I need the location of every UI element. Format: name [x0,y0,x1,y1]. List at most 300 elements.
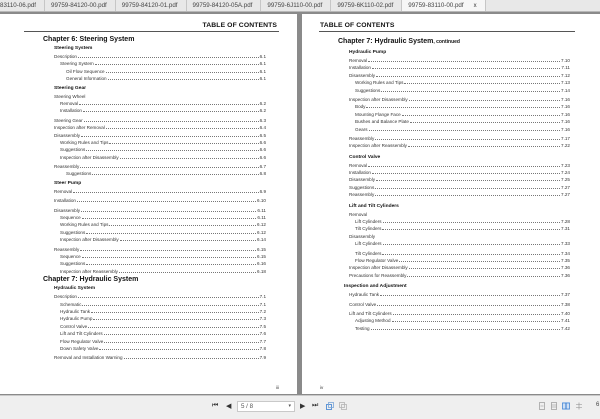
left-page [0,14,297,394]
toc-entry-label: Flow Regulator Valve [60,338,104,344]
toc-entry-label: Bushes and Balance Plate [355,119,409,125]
toc-entry-page: 6.6 [259,147,266,153]
toc-entry-label: Reassembly [54,164,80,170]
toc-entry[interactable] [54,354,266,361]
toc-entry-page: 7.16 [561,126,570,132]
toc-entry-label: Disassembly [349,72,376,78]
toc-entry[interactable] [54,117,266,124]
toc-entry-page: 7.2 [259,308,266,314]
dot-leader [393,310,560,315]
toc-entry-label: Removal [349,58,368,63]
toc-entry[interactable] [349,111,570,118]
toc-entry-page: 7.31 [561,226,570,232]
dot-leader [376,176,560,181]
dot-leader [375,184,560,189]
toc-entry[interactable] [54,154,266,161]
toc-entry[interactable] [54,260,266,267]
toc-entry-page: 7.36 [561,265,570,271]
toc-entry-label: Sequence [60,215,81,221]
toc-entry-page: 6.1 [259,76,266,82]
toc-entry[interactable] [349,126,570,133]
tab-document[interactable] [331,0,402,12]
dot-leader [86,260,256,265]
toc-entry-label: Suggestions [355,87,381,93]
dot-leader [92,170,258,175]
dot-leader [383,240,560,245]
dot-leader [88,323,258,328]
dot-leader [86,229,256,234]
tab-document[interactable] [0,0,45,12]
toc-entry-label: Description [54,54,77,59]
dot-leader [369,126,561,131]
first-page-button[interactable]: ⏮ [212,402,219,409]
toc-entry-label: Control Valve [349,301,377,307]
toc-entry-page: 6.15 [257,253,266,259]
toc-entry-label: Suggestions [60,229,86,235]
toc-entry[interactable] [349,64,570,71]
toc-entry-label: Disassembly [349,177,376,183]
dot-leader [120,236,256,241]
toc-entry-label: Adjusting Method [355,318,391,324]
toc-section-heading: Steer Pump [54,180,82,186]
toc-entry[interactable] [349,264,570,271]
toc-entry-label: Tilt Cylinders [355,250,382,256]
toc-entry-label: Disassembly [349,233,376,239]
toc-entry-page: 7.38 [561,301,570,307]
dot-leader [106,68,259,73]
dot-leader [108,75,259,80]
dot-leader [104,330,259,335]
dot-leader [409,264,560,269]
toc-entry-label: Inspection after Disassembly [60,237,119,243]
toc-entry-label: Steering Wheel [54,93,86,99]
dot-leader [109,221,256,226]
toc-entry[interactable] [349,191,570,198]
dot-leader [82,214,257,219]
toc-entry[interactable] [54,214,266,221]
dot-leader [380,291,560,296]
dot-leader [80,163,258,168]
toc-entry-page: 7.1 [259,294,266,300]
dot-leader [106,124,259,129]
close-tab-icon[interactable]: x [473,3,477,9]
toc-entry-page: 6.11 [257,215,266,221]
dot-leader [372,169,560,174]
toc-entry-label: Gears [355,126,368,132]
last-page-button[interactable]: ⏭ [312,402,319,409]
toc-entry-page: 7.11 [561,65,570,71]
toc-entry-label: Testing [355,325,370,331]
toc-entry-page: 7.17 [561,135,570,141]
toc-entry-label: Inspection after Reassembly [349,143,407,149]
dot-leader [82,253,256,258]
toc-entry-label: Down Safety Valve [60,345,99,351]
toc-entry-page: 6.18 [257,268,266,274]
continuous-page-view-icon[interactable] [550,402,558,410]
header-rule [319,31,575,32]
toc-entry-page: 6.1 [259,61,266,67]
toc-entry-label: Disassembly [54,132,81,138]
toc-entry-page: 6.6 [259,139,266,145]
toc-entry-page: 7.9 [259,355,266,361]
dot-leader [410,118,560,123]
toc-section-heading: Hydraulic System [54,286,96,292]
toc-entry[interactable] [349,103,570,110]
dot-leader [368,162,560,167]
toc-entry[interactable] [349,142,570,149]
toc-entry[interactable] [54,268,266,275]
toc-entry-page: 7.28 [561,219,570,225]
toc-entry[interactable] [54,146,266,153]
go-forward-view-icon[interactable] [339,402,347,410]
toc-entry-page: 6.12 [257,222,266,228]
toc-section-heading: Steering System [54,46,93,51]
toc-entry-page: 6.7 [259,164,266,170]
toc-entry-label: Inspection after Reassembly [60,268,118,274]
toc-entry-page: 6.16 [257,261,266,267]
toc-entry[interactable] [54,197,266,204]
toc-entry-label: Control Valve [60,323,88,329]
dot-leader [73,188,258,193]
tab-label: 99759-6K110-02.pdf [337,2,394,9]
toc-entry[interactable] [349,257,570,264]
toc-entry-label: Inspection after Disassembly [60,154,119,160]
toc-entry-page: 7.16 [561,96,570,102]
header-rule [24,31,279,32]
toc-entry[interactable] [349,250,570,257]
toc-entry[interactable] [54,68,266,75]
toc-entry-page: 6.1 [259,68,266,74]
toc-entry-page: 7.36 [561,272,570,278]
page-indicator-value: 5 / 8 [241,403,254,410]
toc-entry[interactable] [54,301,266,308]
dot-leader [399,257,560,262]
toc-entry[interactable] [54,139,266,146]
dot-leader [78,53,259,58]
toc-entry[interactable] [54,93,266,100]
toc-entry-label: Suggestions [60,261,86,267]
toc-entry[interactable] [349,162,570,169]
toc-entry-page: 7.10 [561,58,570,63]
toc-entry-label: Removal [349,162,368,168]
toc-entry[interactable] [54,188,266,195]
dot-leader [375,191,560,196]
dot-leader [81,207,256,212]
previous-page-button[interactable]: ◀ [226,403,232,410]
toc-entry[interactable] [349,176,570,183]
toc-entry[interactable] [349,169,570,176]
dot-leader [407,272,560,277]
tab-label: 99759-84120-05A.pdf [192,2,253,9]
toc-entry-page: 6.1 [259,54,266,59]
toc-entry-label: Working Rules and Tips [60,222,109,228]
toc-entry-page: 7.22 [561,143,570,149]
toc-entry[interactable] [54,229,266,236]
page-number: iv [320,385,324,390]
dot-leader [95,60,259,65]
chevron-down-icon: ▾ [288,403,291,409]
toc-entry[interactable] [54,345,266,352]
toc-entry-page: 6.11 [257,207,266,213]
toc-entry[interactable] [54,107,266,114]
toc-entry-label: Installation [60,108,82,114]
toc-entry-page: 7.24 [561,170,570,176]
toc-entry[interactable] [54,207,266,214]
single-page-view-icon[interactable] [538,402,546,410]
toc-section-heading: Hydraulic Pump [349,50,387,55]
toc-entry-label: Sequence [60,253,81,259]
toc-entry-label: Lift and Tilt Cylinders [60,331,103,337]
toc-entry-page: 7.42 [561,325,570,331]
toc-entry-label: Suggestions [60,147,86,153]
tab-label: 99759-6J110-00.pdf [267,2,323,9]
toc-entry-label: Tilt Cylinders [355,226,382,232]
toc-entry-page: 6.8 [259,171,266,177]
dot-leader [409,96,560,101]
toc-entry[interactable] [349,240,570,247]
toc-entry[interactable] [349,233,570,240]
toc-entry-label: Inspection after Removal [54,125,105,131]
dot-leader [392,317,561,322]
toc-entry[interactable] [349,118,570,125]
toc-entry-label: Oil Flow Sequence [66,68,105,74]
toc-entry-label: Suggestions [66,171,92,177]
facing-pages-view-icon[interactable] [562,402,570,410]
toc-entry[interactable] [54,253,266,260]
toc-entry-label: Precautions for Reassembly [349,272,407,278]
toc-entry[interactable] [349,317,570,324]
toc-entry-label: Suggestions [349,184,375,190]
toc-entry-label: Removal [60,100,79,106]
dot-leader [104,338,258,343]
chapter-title [338,38,570,45]
toc-section-heading: Lift and Tilt Cylinders [349,203,399,209]
dot-leader [81,132,259,137]
page-number: iii [276,385,279,390]
toc-entry-label: Installation [54,198,76,204]
dot-leader [80,246,256,251]
tab-document[interactable] [402,0,485,12]
toc-entry-label: Lift and Tilt Cylinders [349,310,392,316]
toc-entry[interactable] [54,100,266,107]
toc-entry-label: Inspection after Disassembly [349,265,408,271]
toc-entry-page: 7.16 [561,111,570,117]
toc-entry-label: Steering System [60,61,94,67]
dot-leader [382,250,560,255]
dot-leader [124,354,259,359]
next-page-button[interactable]: ▶ [300,403,306,410]
toc-entry-page: 7.37 [561,292,570,298]
toc-entry-page: 6.10 [257,198,266,204]
dot-leader [119,268,256,273]
toc-entry-page: 7.12 [561,72,570,78]
toc-entry-label: Hydraulic Tank [60,308,91,314]
toc-entry-page: 6.6 [259,154,266,160]
toc-section-heading: Inspection and Adjustment [344,284,407,290]
dot-leader [408,142,560,147]
toc-entry[interactable] [349,225,570,232]
dot-leader [383,218,560,223]
toc-entry-page: 7.16 [561,119,570,125]
dot-leader [84,117,259,122]
toc-entry-label: Hydraulic Pump [60,316,93,322]
toc-entry-page: 7.25 [561,177,570,183]
toc-entry-page: 7.33 [561,241,570,247]
toc-header: TABLE OF CONTENTS [202,22,277,29]
toc-entry[interactable] [54,315,266,322]
toc-section-heading: Steering Gear [54,85,87,91]
toc-entry[interactable] [349,96,570,103]
tab-label: 99759-84120-00.pdf [51,2,107,9]
toc-header: TABLE OF CONTENTS [320,22,395,29]
toc-entry[interactable] [54,330,266,337]
toc-entry-page: 7.13 [561,80,570,86]
zoom-level[interactable]: 6 [596,402,600,408]
toc-entry-page: 6.2 [259,108,266,114]
document-viewer[interactable] [0,12,600,395]
toc-entry[interactable] [54,60,266,67]
toc-entry[interactable] [349,72,570,79]
toc-entry[interactable] [349,87,570,94]
toc-entry-page: 7.5 [259,323,266,329]
dot-leader [99,345,258,350]
dot-leader [375,135,560,140]
toc-entry-label: Disassembly [54,207,81,213]
toc-entry[interactable] [349,184,570,191]
toc-entry-page: 6.12 [257,229,266,235]
toc-entry[interactable] [349,79,570,86]
dot-leader [83,107,259,112]
toc-entry-page: 7.3 [259,316,266,322]
toc-entry[interactable] [349,272,570,279]
toc-entry-page: 7.27 [561,184,570,190]
continuous-facing-view-icon[interactable] [575,402,583,410]
toc-entry-page: 7.1 [259,301,266,307]
toc-entry-page: 7.8 [259,345,266,351]
dot-leader [377,301,560,306]
toc-entry-page: 7.40 [561,310,570,316]
toc-entry-label: Lift Cylinders [355,241,382,247]
toc-entry[interactable] [54,132,266,139]
dot-leader [382,225,560,230]
dot-leader [376,72,560,77]
dot-leader [404,79,560,84]
chapter-title: Chapter 7: Hydraulic System [43,276,139,284]
toc-entry[interactable] [349,291,570,298]
toc-entry-page: 6.14 [257,237,266,243]
toc-entry[interactable] [54,75,266,82]
toc-section-heading: Control Valve [349,154,381,160]
go-back-view-icon[interactable] [326,402,334,410]
toc-entry-label: Removal [349,211,368,217]
toc-entry[interactable] [349,57,570,64]
toc-entry[interactable] [349,325,570,332]
toc-entry[interactable] [54,308,266,315]
dot-leader [91,308,259,313]
dot-leader [86,146,258,151]
toc-entry-page: 6.2 [259,100,266,106]
chapter-title-text: Chapter 7: Hydraulic System [338,38,434,45]
toc-entry-label: Description [54,294,77,300]
right-page [302,14,600,394]
toc-entry-page: 7.23 [561,162,570,168]
chapter-title: Chapter 6: Steering System [43,36,135,43]
toc-entry-label: Reassembly [54,246,80,252]
tab-document[interactable] [261,0,331,12]
toc-entry-label: Inspection after Disassembly [349,96,408,102]
toc-entry-page: 6.15 [257,246,266,252]
toc-entry-label: General Information [66,76,107,82]
chapter-continued-suffix: , continued [433,39,460,45]
toc-entry-label: Lift Cylinders [355,219,382,225]
toc-entry[interactable] [349,211,570,218]
toc-entry-page: 7.6 [259,331,266,337]
toc-entry[interactable] [54,338,266,345]
tab-label: 99759-83110-00.pdf [408,2,464,9]
dot-leader [372,64,560,69]
toc-entry[interactable] [349,310,570,317]
dot-leader [120,154,259,159]
toc-entry[interactable] [54,236,266,243]
toc-entry-page: 6.3 [259,117,266,123]
tab-label: 83110-06.pdf [0,2,37,9]
toc-entry[interactable] [54,246,266,253]
toc-entry[interactable] [54,124,266,131]
toc-entry-page: 6.5 [259,132,266,138]
dot-leader [78,293,259,298]
dot-leader [381,87,560,92]
toc-entry-label: Flow Regulator Valve [355,257,399,263]
toc-entry-label: Body [355,104,366,110]
toc-entry-page: 6.9 [259,188,266,194]
toc-entry-page: 7.41 [561,318,570,324]
toc-entry-label: Mounting Flange Face [355,111,401,117]
toc-entry-page: 7.14 [561,87,570,93]
toc-entry[interactable] [349,135,570,142]
dot-leader [109,139,258,144]
tab-document[interactable] [45,0,116,12]
toc-entry[interactable] [54,323,266,330]
toc-entry-label: Reassembly [349,192,375,198]
toc-entry-label: Working Rules and Tips [60,139,109,145]
tab-document[interactable] [187,0,262,12]
navigation-toolbar [0,395,600,419]
tab-document[interactable] [116,0,187,12]
toc-entry-page: 7.7 [259,338,266,344]
toc-entry-label: Reassembly [349,135,375,141]
toc-entry[interactable] [54,293,266,300]
toc-entry-label: Hydraulic Tank [349,292,380,298]
toc-entry-label: Removal and Installation Warning [54,355,123,361]
page-indicator-dropdown[interactable] [237,401,295,412]
toc-entry-page: 7.16 [561,104,570,110]
toc-content-right [338,38,570,332]
toc-entry[interactable] [54,53,266,60]
toc-entry-page: 7.27 [561,192,570,198]
tab-label: 99759-84120-01.pdf [121,2,178,9]
toc-entry[interactable] [54,163,266,170]
toc-entry-label: Schematic [60,301,82,307]
toc-entry-label: Working Rules and Tips [355,80,404,86]
toc-entry-label: Installation [349,170,371,176]
document-tab-bar [0,0,600,12]
toc-entry[interactable] [349,301,570,308]
toc-entry[interactable] [54,221,266,228]
dot-leader [79,100,258,105]
toc-entry[interactable] [54,170,266,177]
toc-entry[interactable] [349,218,570,225]
toc-entry-label: Steering Gear [54,117,83,123]
